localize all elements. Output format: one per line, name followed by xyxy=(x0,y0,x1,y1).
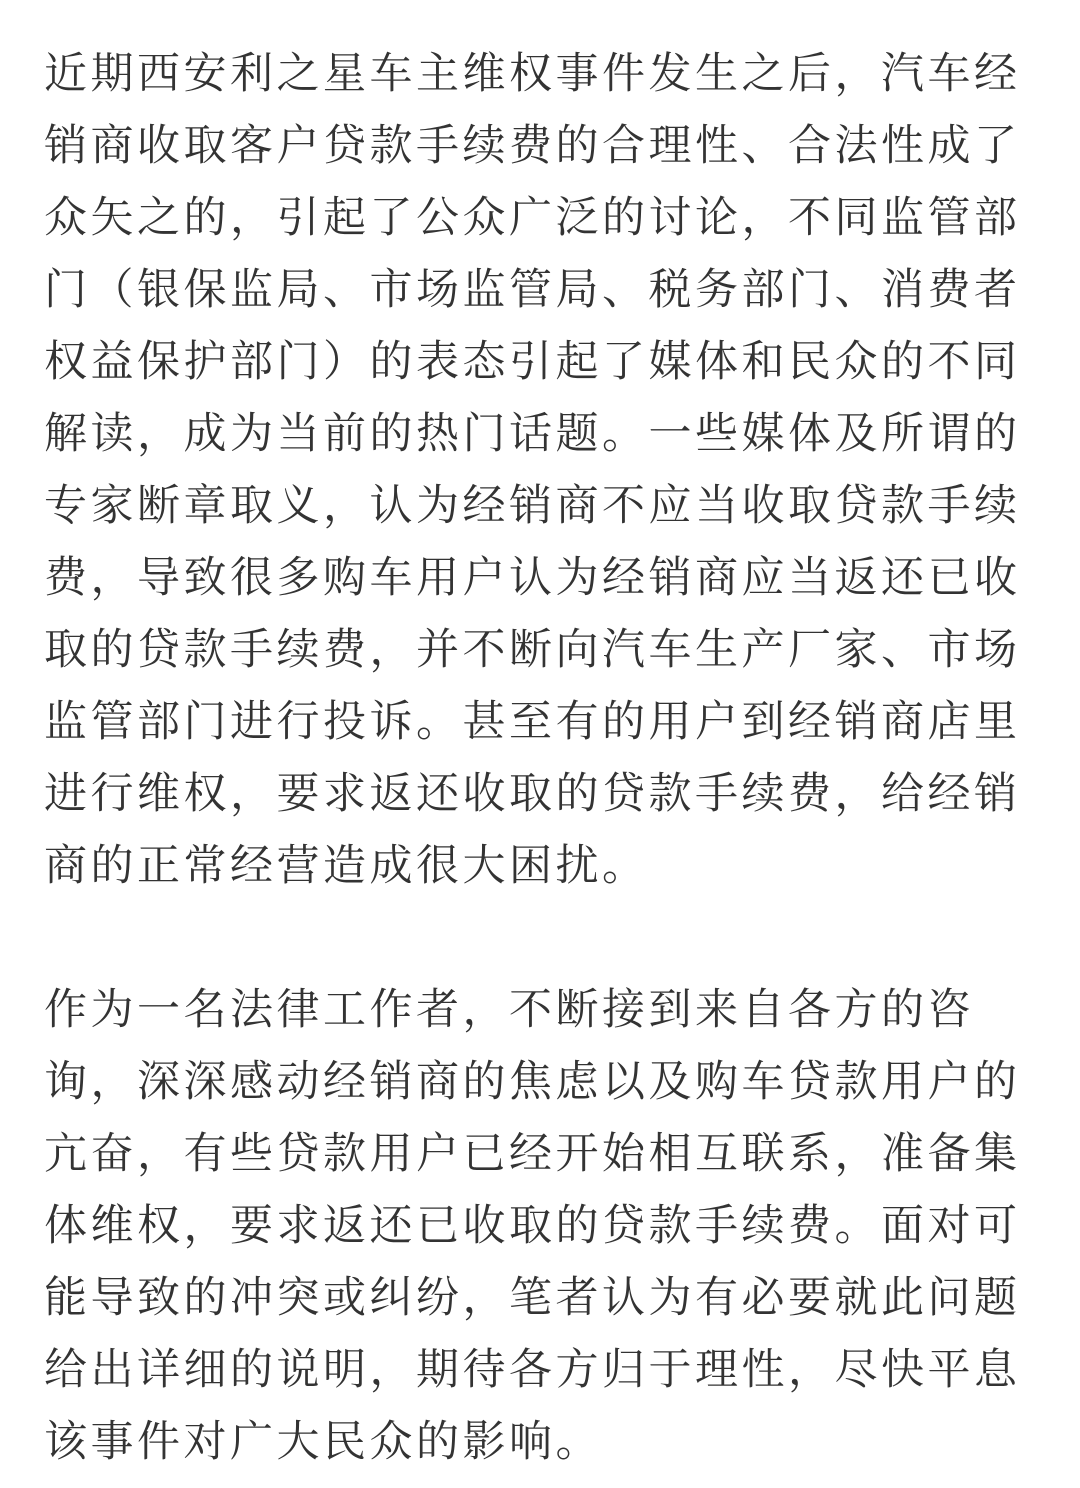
text-line: 询，深深感动经销商的焦虑以及购车贷款用户的 xyxy=(44,1057,1021,1107)
text-line: 亢奋，有些贷款用户已经开始相互联系，准备集 xyxy=(44,1129,1021,1179)
text-line: 解读，成为当前的热门话题。一些媒体及所谓的 xyxy=(44,409,1021,459)
text-line: 专家断章取义，认为经销商不应当收取贷款手续 xyxy=(44,481,1021,531)
text-line: 体维权，要求返还已收取的贷款手续费。面对可 xyxy=(44,1201,1021,1251)
paragraph-2 xyxy=(44,974,1044,1478)
text-line: 近期西安利之星车主维权事件发生之后，汽车经 xyxy=(44,49,1021,99)
paragraph-1 xyxy=(44,38,1044,902)
text-line: 销商收取客户贷款手续费的合理性、合法性成了 xyxy=(44,121,1021,171)
text-line: 监管部门进行投诉。甚至有的用户到经销商店里 xyxy=(44,697,1021,747)
text-line: 进行维权，要求返还收取的贷款手续费，给经销 xyxy=(44,769,1021,819)
text-line: 作为一名法律工作者，不断接到来自各方的咨 xyxy=(44,985,974,1035)
text-line: 取的贷款手续费，并不断向汽车生产厂家、市场 xyxy=(44,625,1021,675)
text-line: 能导致的冲突或纠纷，笔者认为有必要就此问题 xyxy=(44,1273,1021,1323)
text-line: 费，导致很多购车用户认为经销商应当返还已收 xyxy=(44,553,1021,603)
text-line: 门（银保监局、市场监管局、税务部门、消费者 xyxy=(44,265,1021,315)
text-line: 该事件对广大民众的影响。 xyxy=(44,1417,602,1467)
article-body xyxy=(44,38,1044,1478)
text-line: 众矢之的，引起了公众广泛的讨论，不同监管部 xyxy=(44,193,1021,243)
text-line: 给出详细的说明，期待各方归于理性，尽快平息 xyxy=(44,1345,1021,1395)
text-line: 商的正常经营造成很大困扰。 xyxy=(44,841,649,891)
text-line: 权益保护部门）的表态引起了媒体和民众的不同 xyxy=(44,337,1021,387)
